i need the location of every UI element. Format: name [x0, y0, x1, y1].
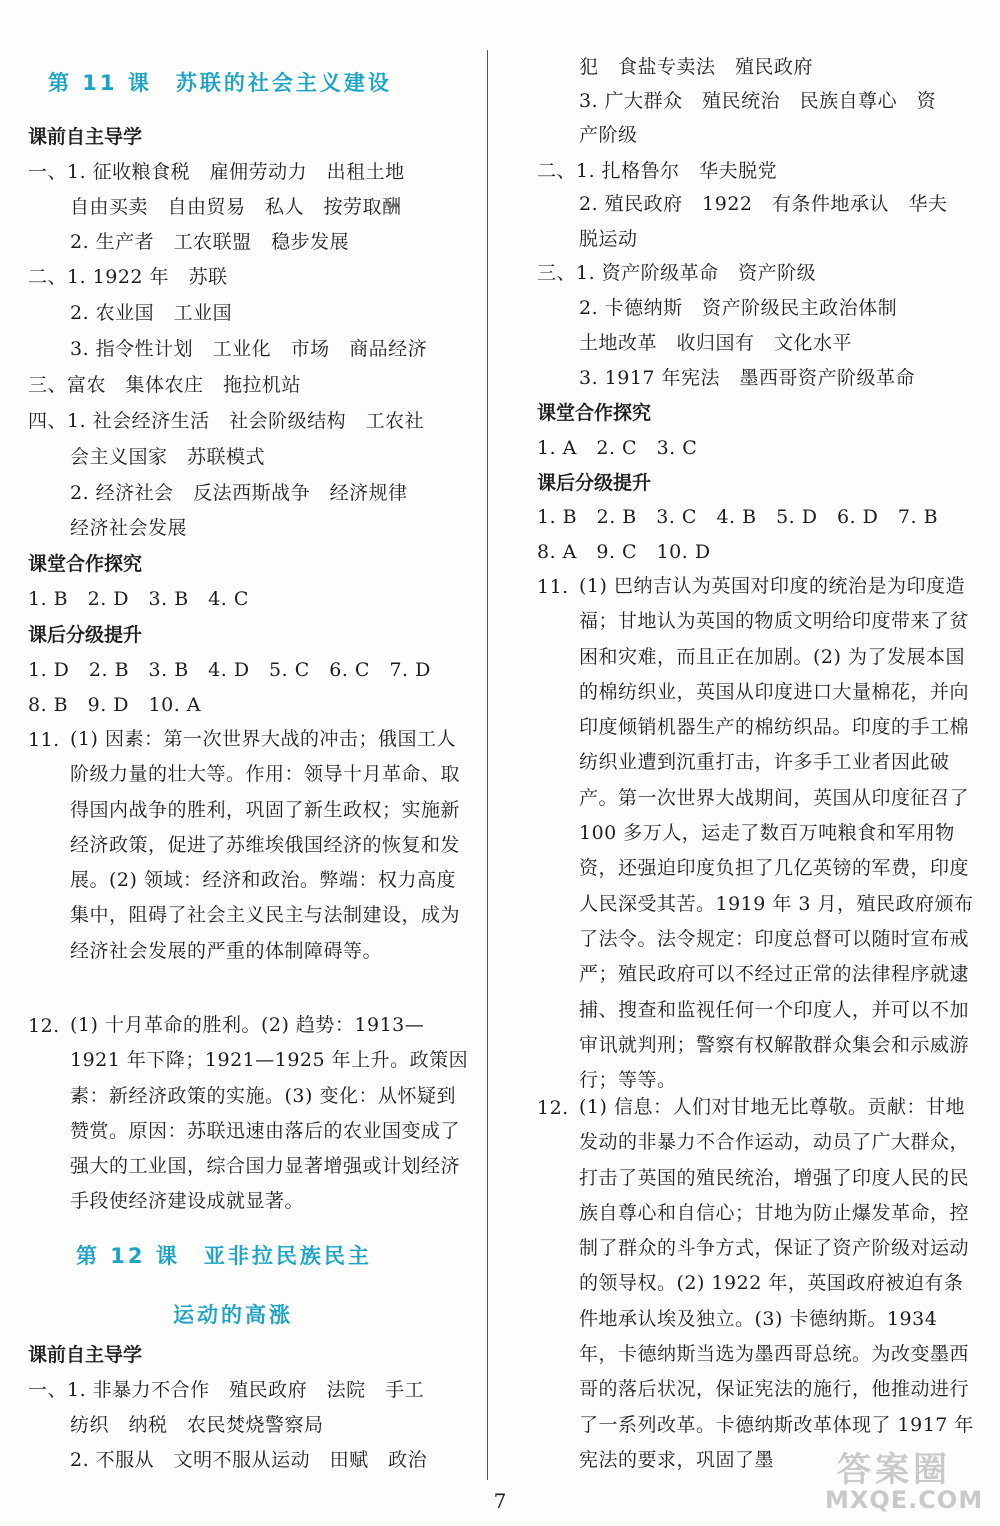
answer-line: 2. 殖民政府 1922 有条件地承认 华夫 [579, 193, 948, 215]
answer-line: 会主义国家 苏联模式 [70, 446, 266, 468]
watermark-logo [825, 1442, 985, 1518]
answer-line: 二、1. 扎格鲁尔 华夫脱党 [537, 160, 778, 182]
answer-line: 三、1. 资产阶级革命 资产阶级 [537, 262, 817, 284]
watermark-text: 答案圈 [837, 1450, 951, 1490]
answer-line: 犯 食盐专卖法 殖民政府 [579, 56, 814, 78]
answer-line: 3. 指令性计划 工业化 市场 商品经济 [70, 338, 428, 360]
section-heading-after-class: 课后分级提升 [28, 624, 143, 646]
answer-line: 3. 广大群众 殖民统治 民族自尊心 资 [579, 90, 937, 112]
watermark-url: MXQE.COM [825, 1486, 984, 1514]
question-12-answer: (1) 信息：人们对甘地无比尊敬。贡献：甘地发动的非暴力不合作运动，动员了广大群众，打击了英国的殖民统治，增强了印度人民的民族自尊心和自信心；甘地为防止爆发革命，控制了群众的斗争方式，保证了资产阶级对运动的领导权。(2) 1922 年，英国政府被迫有条件地承认埃及独立。(3) 卡德纳斯。1934 年，卡德纳斯当选为墨西哥总统。为改变墨西哥的落后状况，保证宪法的施行，他推动进行了一系列改革。卡德纳斯改革体现了 1917 年宪法的要求，巩固了墨 [579, 1096, 974, 1471]
answer-line: 2. 卡德纳斯 资产阶级民主政治体制 [579, 297, 898, 319]
after-class-answers: 1. D 2. B 3. B 4. D 5. C 6. C 7. D [28, 659, 431, 681]
answer-line: 一、1. 非暴力不合作 殖民政府 法院 手工 [28, 1379, 425, 1401]
answer-line: 土地改革 收归国有 文化水平 [579, 332, 853, 354]
answer-line: 3. 1917 年宪法 墨西哥资产阶级革命 [579, 367, 916, 389]
lesson-12-title: 第 12 课 亚非拉民族民主 [76, 1244, 372, 1268]
answer-line: 2. 不服从 文明不服从运动 田赋 政治 [70, 1449, 428, 1471]
cooperation-answers: 1. B 2. D 3. B 4. C [28, 588, 249, 610]
column-divider [487, 50, 488, 1480]
answer-line: 2. 经济社会 反法西斯战争 经济规律 [70, 482, 408, 504]
question-number: 11. [537, 576, 569, 598]
answer-line: 2. 生产者 工农联盟 稳步发展 [70, 231, 350, 253]
question-number: 12. [537, 1097, 569, 1119]
after-class-answers: 1. B 2. B 3. C 4. B 5. D 6. D 7. B [537, 506, 939, 528]
after-class-answers: 8. B 9. D 10. A [28, 694, 202, 716]
section-heading-cooperation: 课堂合作探究 [537, 402, 652, 424]
section-heading-after-class: 课后分级提升 [537, 472, 652, 494]
question-number: 12. [28, 1015, 60, 1037]
answer-line: 自由买卖 自由贸易 私人 按劳取酬 [70, 196, 402, 218]
question-number: 11. [28, 729, 60, 751]
cooperation-answers: 1. A 2. C 3. C [537, 437, 698, 459]
answer-line: 一、1. 征收粮食税 雇佣劳动力 出租土地 [28, 161, 405, 183]
answer-line: 2. 农业国 工业国 [70, 302, 233, 324]
section-heading-cooperation: 课堂合作探究 [28, 553, 143, 575]
section-heading-pre-study: 课前自主导学 [28, 126, 143, 148]
section-heading-pre-study: 课前自主导学 [28, 1344, 143, 1366]
lesson-11-title: 第 11 课 苏联的社会主义建设 [48, 71, 392, 95]
answer-line: 三、富农 集体农庄 拖拉机站 [28, 374, 302, 396]
answer-line: 脱运动 [579, 228, 638, 250]
answer-line: 纺织 纳税 农民焚烧警察局 [70, 1414, 324, 1436]
answer-line: 产阶级 [579, 124, 638, 146]
answer-line: 二、1. 1922 年 苏联 [28, 266, 228, 288]
question-11-answer: (1) 巴纳吉认为英国对印度的统治是为印度造福；甘地认为英国的物质文明给印度带来了贫困和灾难，而且正在加剧。(2) 为了发展本国的棉纺织业，英国从印度进口大量棉花，并向印度倾销机器生产的棉纺织品。印度的手工棉纺织业遭到沉重打击，许多手工业者因此破产。第一次世界大战期间，英国从印度征召了 100 多万人，运走了数百万吨粮食和军用物资，还强迫印度负担了几亿英镑的军费，印度人民深受其苦。1919 年 3 月，殖民政府颁布了法令。法令规定：印度总督可以随时宣布戒严；殖民政府可以不经过正常的法律程序就逮捕、搜查和监视任何一个印度人，并可以不加审讯就判刑；警察有权解散群众集会和示威游行；等等。 [579, 575, 974, 1092]
answer-line: 经济社会发展 [70, 517, 188, 539]
answer-line: 四、1. 社会经济生活 社会阶级结构 工农社 [28, 410, 425, 432]
question-11-answer: (1) 因素：第一次世界大战的冲击；俄国工人阶级力量的壮大等。作用：领导十月革命、取得国内战争的胜利，巩固了新生政权；实施新经济政策，促进了苏维埃俄国经济的恢复和发展。(2) 领域：经济和政治。弊端：权力高度集中，阻碍了社会主义民主与法制建设，成为经济社会发展的严重的体制障碍等。 [70, 728, 461, 962]
question-12-answer: (1) 十月革命的胜利。(2) 趋势：1913—1921 年下降；1921—1925 年上升。政策因素：新经济政策的实施。(3) 变化：从怀疑到赞赏。原因：苏联迅速由落后的农业国变成了强大的工业国，综合国力显著增强或计划经济手段使经济建设成就显著。 [70, 1014, 469, 1213]
page-number: 7 [493, 1489, 507, 1513]
after-class-answers: 8. A 9. C 10. D [537, 541, 711, 563]
lesson-12-title-continued: 运动的高涨 [173, 1303, 293, 1327]
